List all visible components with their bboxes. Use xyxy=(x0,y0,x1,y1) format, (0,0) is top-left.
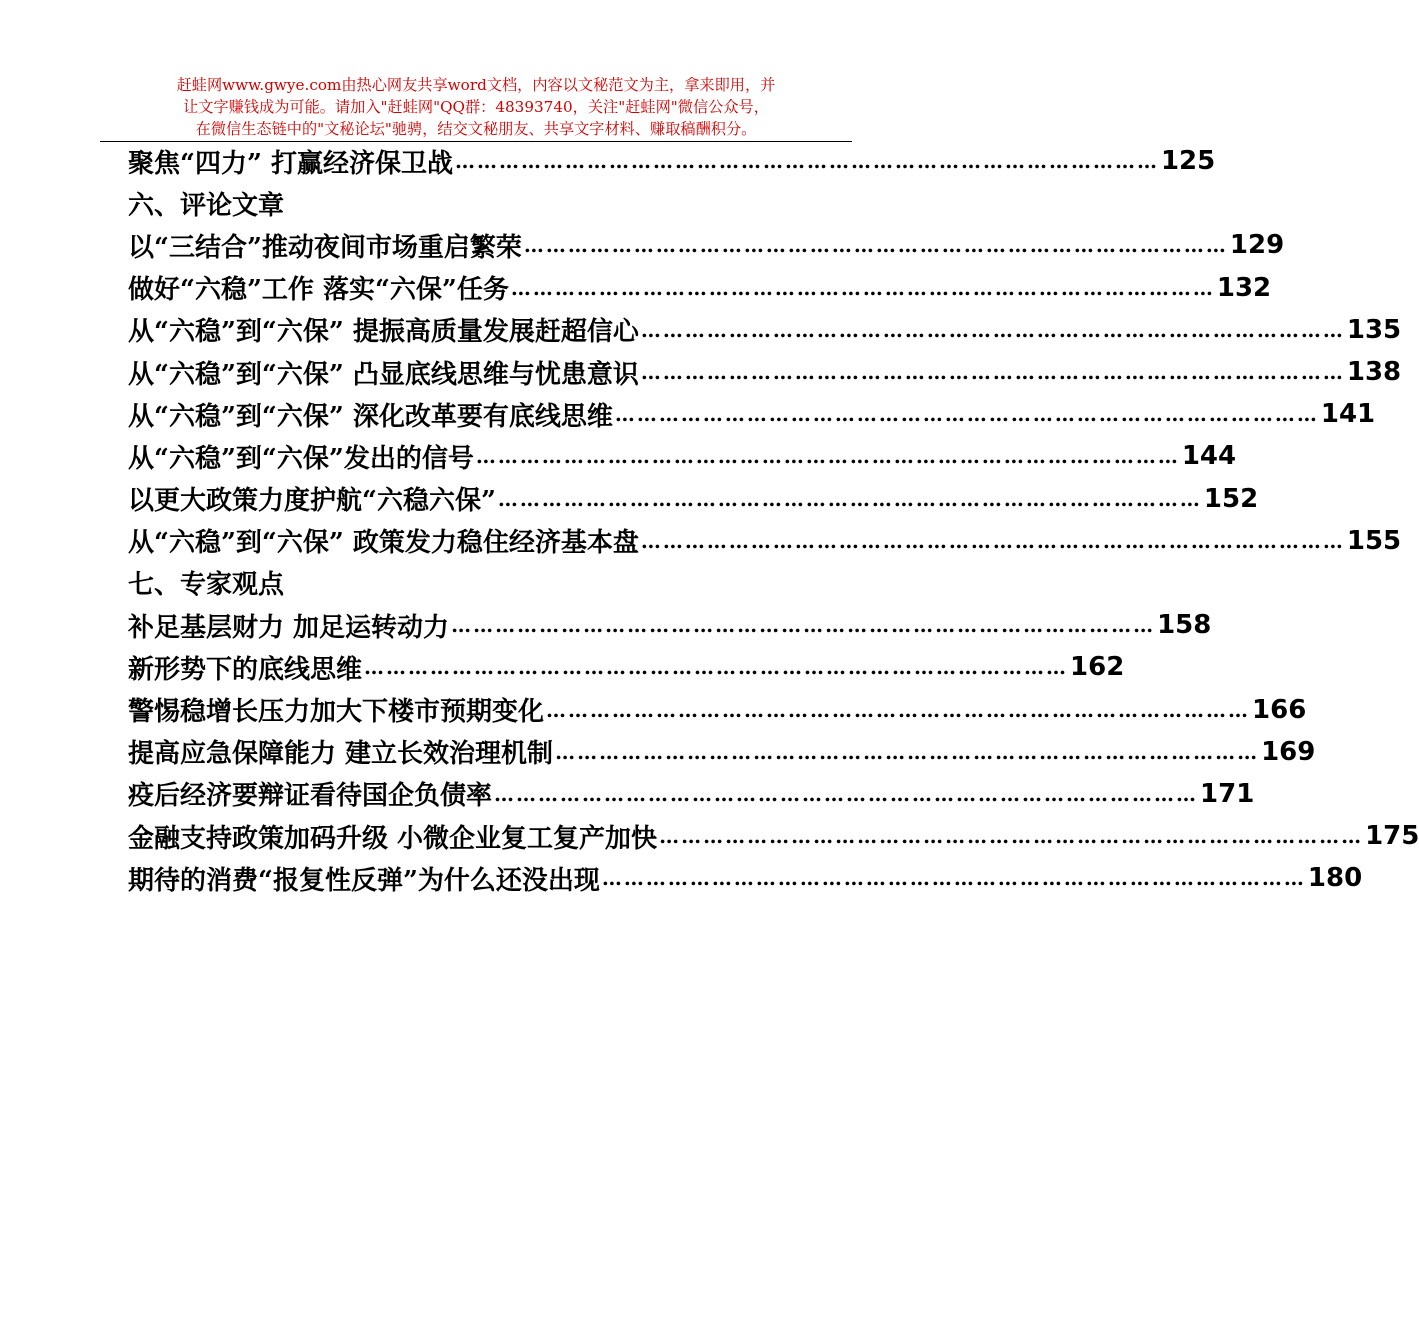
toc-entry-title: 从“六稳”到“六保” 政策发力稳住经济基本盘 xyxy=(128,528,639,559)
toc-entry[interactable] xyxy=(128,309,1402,351)
toc-entry[interactable] xyxy=(128,815,1419,857)
toc-leader-dots: …………………………………………………………………………………… xyxy=(546,697,1251,722)
toc-entry-title: 从“六稳”到“六保” 凸显底线思维与忧患意识 xyxy=(128,359,639,390)
toc-entry-title: 做好“六稳”工作 落实“六保”任务 xyxy=(128,275,509,306)
toc-leader-dots: …………………………………………………………………………………… xyxy=(454,149,1159,174)
toc-entry-page: 152 xyxy=(1203,483,1259,514)
toc-entry-title: 从“六稳”到“六保” 提振高质量发展赶超信心 xyxy=(128,317,639,348)
toc-leader-dots: …………………………………………………………………………………… xyxy=(555,739,1260,764)
toc-entry-title: 疫后经济要辩证看待国企负债率 xyxy=(128,781,493,812)
toc-entry-page: 166 xyxy=(1252,694,1307,725)
toc-entry[interactable] xyxy=(128,351,1402,393)
toc-entry-page: 162 xyxy=(1070,652,1125,683)
toc-entry[interactable] xyxy=(128,393,1376,435)
toc-leader-dots: …………………………………………………………………………………… xyxy=(497,486,1202,511)
toc-entry-title: 聚焦“四力” 打赢经济保卫战 xyxy=(128,148,453,179)
toc-leader-dots: …………………………………………………………………………………… xyxy=(364,655,1069,680)
toc-entry-page: 129 xyxy=(1229,230,1285,261)
toc-entry[interactable] xyxy=(128,267,1272,309)
toc-entry[interactable] xyxy=(128,646,1125,688)
toc-entry-page: 141 xyxy=(1320,399,1376,430)
toc-leader-dots: …………………………………………………………………………………… xyxy=(601,866,1306,891)
toc-entry-title: 以更大政策力度护航“六稳六保” xyxy=(128,486,496,517)
toc-entry-page: 180 xyxy=(1307,863,1363,894)
toc-leader-dots: …………………………………………………………………………………… xyxy=(614,402,1319,427)
document-header-notice xyxy=(100,74,852,140)
toc-leader-dots: …………………………………………………………………………………… xyxy=(640,528,1345,553)
toc-entry-page: 132 xyxy=(1216,272,1272,303)
toc-entry-page: 155 xyxy=(1346,525,1402,556)
toc-entry-title: 从“六稳”到“六保”发出的信号 xyxy=(128,443,474,474)
toc-entry[interactable] xyxy=(128,857,1363,899)
toc-entry[interactable] xyxy=(128,688,1307,730)
toc-leader-dots: …………………………………………………………………………………… xyxy=(659,824,1364,849)
toc-entry-page: 144 xyxy=(1181,441,1237,472)
toc-entry-page: 138 xyxy=(1346,357,1402,388)
toc-entry-page: 171 xyxy=(1200,778,1255,809)
toc-entry-title: 警惕稳增长压力加大下楼市预期变化 xyxy=(128,697,545,728)
toc-entry-title: 以“三结合”推动夜间市场重启繁荣 xyxy=(128,232,522,263)
toc-entry[interactable] xyxy=(128,478,1259,520)
toc-entry[interactable] xyxy=(128,604,1212,646)
toc-section-heading: 七、专家观点 xyxy=(128,570,285,601)
toc-entry[interactable] xyxy=(128,140,1216,182)
toc-leader-dots: …………………………………………………………………………………… xyxy=(523,233,1228,258)
toc-leader-dots: …………………………………………………………………………………… xyxy=(475,444,1180,469)
toc-section-heading: 六、评论文章 xyxy=(128,190,285,221)
toc-entry[interactable] xyxy=(128,773,1255,815)
toc-entry-page: 158 xyxy=(1157,610,1212,641)
toc-leader-dots: …………………………………………………………………………………… xyxy=(510,275,1215,300)
toc-entry[interactable] xyxy=(128,435,1237,477)
toc-entry-title: 提高应急保障能力 建立长效治理机制 xyxy=(128,739,554,770)
toc-leader-dots: …………………………………………………………………………………… xyxy=(494,781,1199,806)
toc-entry-page: 169 xyxy=(1261,736,1316,767)
toc-entry-title: 金融支持政策加码升级 小微企业复工复产加快 xyxy=(128,823,658,854)
toc-leader-dots: …………………………………………………………………………………… xyxy=(640,317,1345,342)
header-line-3: 在微信生态链中的"文秘论坛"驰骋，结交文秘朋友、共享文字材料、赚取稿酬积分。 xyxy=(195,120,757,138)
toc-entry[interactable] xyxy=(128,731,1316,773)
toc-entry-title: 从“六稳”到“六保” 深化改革要有底线思维 xyxy=(128,401,613,432)
toc-entry-page: 175 xyxy=(1365,821,1419,852)
toc-entry-title: 补足基层财力 加足运转动力 xyxy=(128,612,450,643)
table-of-contents xyxy=(128,140,1419,899)
toc-entry-title: 新形势下的底线思维 xyxy=(128,654,363,685)
header-line-1: 赶蛙网www.gwye.com由热心网友共享word文档，内容以文秘范文为主，拿来即用，并 xyxy=(176,76,776,94)
toc-leader-dots: …………………………………………………………………………………… xyxy=(640,360,1345,385)
toc-entry[interactable] xyxy=(128,224,1285,266)
header-line-2: 让文字赚钱成为可能。请加入"赶蛙网"QQ群：48393740，关注"赶蛙网"微信公众号， xyxy=(183,98,769,116)
toc-entry[interactable] xyxy=(128,520,1402,562)
toc-leader-dots: …………………………………………………………………………………… xyxy=(451,613,1156,638)
toc-entry-title: 期待的消费“报复性反弹”为什么还没出现 xyxy=(128,865,600,896)
toc-entry-page: 125 xyxy=(1160,146,1216,177)
toc-entry-page: 135 xyxy=(1346,314,1402,345)
